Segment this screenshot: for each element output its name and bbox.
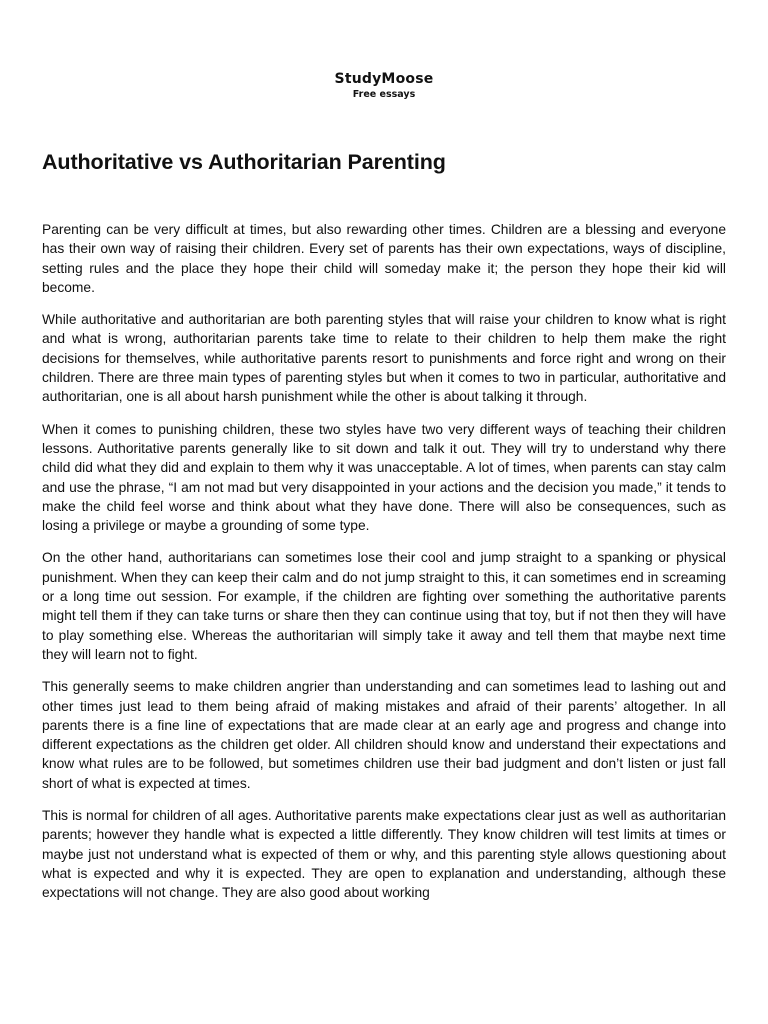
brand-header bbox=[0, 70, 768, 101]
paragraph: On the other hand, authoritarians can sometimes lose their cool and jump straight to a spanking or physical punishment. When they can keep their calm and do not jump straight to this, it can sometimes end in screaming or a long time out session. For example, if the children are fighting over something the authoritative parents might tell them if they can take turns or share then they can continue using that toy, but if not then they will have to play something else. Whereas the authoritarian will simply take it away and tell them that maybe next time they will learn not to fight. bbox=[42, 550, 726, 662]
paragraph: This is normal for children of all ages. Authoritative parents make expectations clear just as well as authoritarian parents; however they handle what is expected a little differently. They know children will test limits at times or maybe just not understand what is expected of them or why, and this parenting style allows questioning about what is expected and why it is expected. They are open to explanation and understanding, although these expectations will not change. They are also good about working bbox=[42, 808, 726, 901]
paragraph: Parenting can be very difficult at times, but also rewarding other times. Children are a blessing and everyone has their own way of raising their children. Every set of parents has their own expectations, ways of discipline, setting rules and the place they hope their child will someday make it; the person they hope their kid will become. bbox=[42, 222, 726, 295]
document-title: Authoritative vs Authoritarian Parenting bbox=[42, 150, 446, 174]
document-body bbox=[42, 220, 726, 916]
brand-logo-text[interactable]: StudyMoose bbox=[334, 71, 434, 87]
paragraph: While authoritative and authoritarian are both parenting styles that will raise your children to know what is right and what is wrong, authoritarian parents take time to relate to their children to help them make the right decisions for themselves, while authoritative parents resort to punishments and force right and wrong on their children. There are three main types of parenting styles but when it comes to two in particular, authoritative and authoritarian, one is all about harsh punishment while the other is about talking it through. bbox=[42, 312, 726, 405]
paragraph: When it comes to punishing children, these two styles have two very different ways of teaching their children lessons. Authoritative parents generally like to sit down and talk it out. They will try to understand why there child did what they did and explain to them why it was unacceptable. A lot of times, when parents can stay calm and use the phrase, “I am not mad but very disappointed in your actions and the decision you made,” it tends to make the child feel worse and think about what they have done. There will also be consequences, such as losing a privilege or maybe a grounding of some type. bbox=[42, 421, 726, 534]
paragraph: This generally seems to make children angrier than understanding and can sometimes lead to lashing out and other times just lead to them being afraid of making mistakes and afraid of their parents’ altogether. In all parents there is a fine line of expectations that are made clear at an early age and progress and change into different expectations as the children get older. All children should know and understand their expectations and know what rules are to be followed, but sometimes children use their bad judgment and don’t listen or just fall short of what is expected at times. bbox=[42, 679, 726, 791]
brand-tagline: Free essays bbox=[352, 89, 416, 100]
